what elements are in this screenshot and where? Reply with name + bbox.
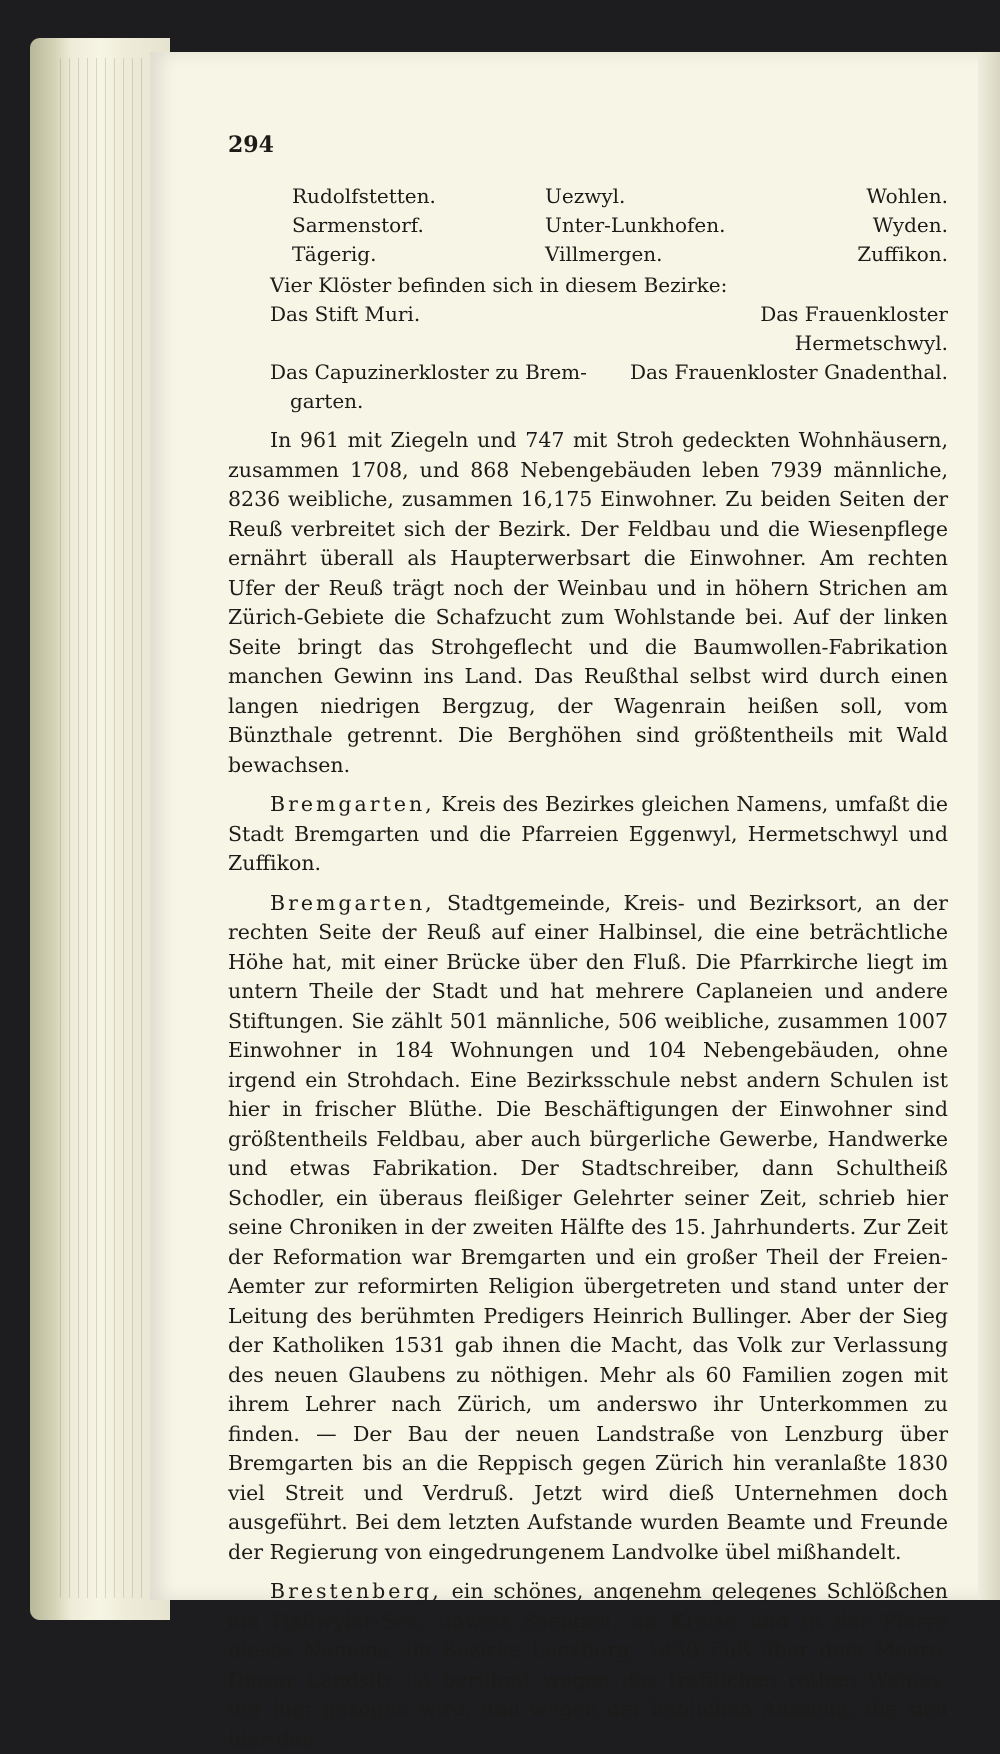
entry-heading: Brestenberg, [270,1579,442,1603]
paragraph-stadt-bremgarten [228,889,948,1568]
paragraph-district [228,426,948,780]
cloister-continuation: garten. [290,389,364,413]
entry-heading: Bremgarten, [270,890,435,915]
cloister: Das Frauenkloster Hermetschwyl. [760,302,948,355]
page-edges [60,58,160,1598]
paragraph-text: Stadtgemeinde, Kreis- und Bezirksort, an der rechten Seite der Reuß auf einer Halbinsel, die eine beträchtliche Höhe hat, mit einer Brücke über den Fluß. Die Pfarrkirche liegt im untern Theile der Stadt und hat mehrere Caplaneien und andere Stiftungen. Sie zählt 501 männliche, 506 weibliche, zusammen 1007 Einwohner in 184 Wohnungen und 104 Nebengebäuden, ohne irgend ein Strohdach. Eine Bezirksschule nebst andern Schulen ist hier in frischer Blüthe. Die Beschäftigungen der Einwohner sind größtentheils Feldbau, aber auch bürgerliche Gewerbe, Handwerke und etwas Fabrikation. Der Stadtschreiber, dann Schultheiß Schodler, ein überaus fleißiger Gelehrter seiner Zeit, schrieb hier seine Chroniken in der zweiten Hälfte des 15. Jahrhunderts. Zur Zeit der Reformation war Bremgarten und ein großer Theil der Freien-Aemter zur reformirten Religion übergetreten und stand unter der Leitung des berühmten Predigers Heinrich Bullinger. Aber der Sieg der Katholiken 1531 gab ihnen die Macht, das Volk zur Verlassung des neuen Glaubens zu nöthigen. Mehr als 60 Familien zogen mit ihrem Lehrer nach Zürich, um anderswo ihr Unterkommen zu finden. — Der Bau der neuen Landstraße von Lenzburg über Bremgarten bis an die Reppisch gegen Zürich hin veranlaßte 1830 viel Streit und Verdruß. Jetzt wird dieß Unternehmen doch ausgeführt. Bei dem letzten Aufstande wurden Beamte und Freunde der Regierung von eingedrungenem Landvolke übel mißhandelt. [228,890,948,1564]
page-number: 294 [228,132,274,158]
places-row [228,240,948,269]
cloister: Das Capuzinerkloster zu Brem- [270,360,587,384]
book-edge [30,38,170,1620]
place: Wohlen. [866,184,948,208]
places-table [228,182,948,269]
cloister: Das Frauenkloster Gnadenthal. [629,360,948,384]
entry-heading: Bremgarten, [270,792,435,816]
place: Sarmenstorf. [292,213,424,237]
paragraph-brestenberg [228,1577,948,1754]
place: Unter-Lunkhofen. [545,213,726,237]
place: Tägerig. [292,242,377,266]
place: Uezwyl. [545,184,626,208]
place: Zuffikon. [857,242,948,266]
place: Villmergen. [545,242,663,266]
cloister-row [228,358,948,387]
paragraph-text: Kreis des Bezirkes gleichen Namens, umfaßt die Stadt Bremgarten und die Pfarreien Eggenwyl, Hermetschwyl und Zuffikon. [228,792,948,875]
paragraph-text: ein schönes, angenehm gelegenes Schlößchen am Hallwyler-See, unweit Seengen, im Kreise und in der Pfarre dieses Namens, im Bezirke Lenzburg, 1430 Fuß über dem Meere. Dieser Landsitz ist berühmt wegen des trefflichen rothen Weines, der hier gezogen wird, und wegen der lieblichen Aussicht, die sich hier den [228,1579,948,1751]
page-gutter [978,52,1000,1600]
places-row [228,182,948,211]
paragraph-text: In 961 mit Ziegeln und 747 mit Stroh gedeckten Wohnhäusern, zusammen 1708, und 868 Nebengebäuden leben 7939 männliche, 8236 weibliche, zusammen 16,175 Einwohner. Zu beiden Seiten der Reuß verbreitet sich der Bezirk. Der Feldbau und die Wiesenpflege ernährt überall als Haupterwerbsart die Einwohner. Am rechten Ufer der Reuß trägt noch der Weinbau und in höhern Strichen am Zürich-Gebiete die Schafzucht zum Wohlstande bei. Auf der linken Seite bringt das Strohgeflecht und die Baumwollen-Fabrikation manchen Gewinn ins Land. Das Reußthal selbst wird durch einen langen niedrigen Bergzug, der Wagenrain heißen soll, vom Bünzthale getrennt. Die Berghöhen sind größtentheils mit Wald bewachsen. [228,428,948,777]
paragraph-kreis-bremgarten [228,790,948,879]
places-row [228,211,948,240]
book-page [150,52,990,1751]
place: Wyden. [872,213,948,237]
cloister-row [228,300,948,358]
cloister: Das Stift Muri. [270,302,421,326]
page-content [228,132,948,1754]
cloister-intro: Vier Klöster befinden sich in diesem Bezirke: [270,273,728,297]
place: Rudolfstetten. [292,184,436,208]
